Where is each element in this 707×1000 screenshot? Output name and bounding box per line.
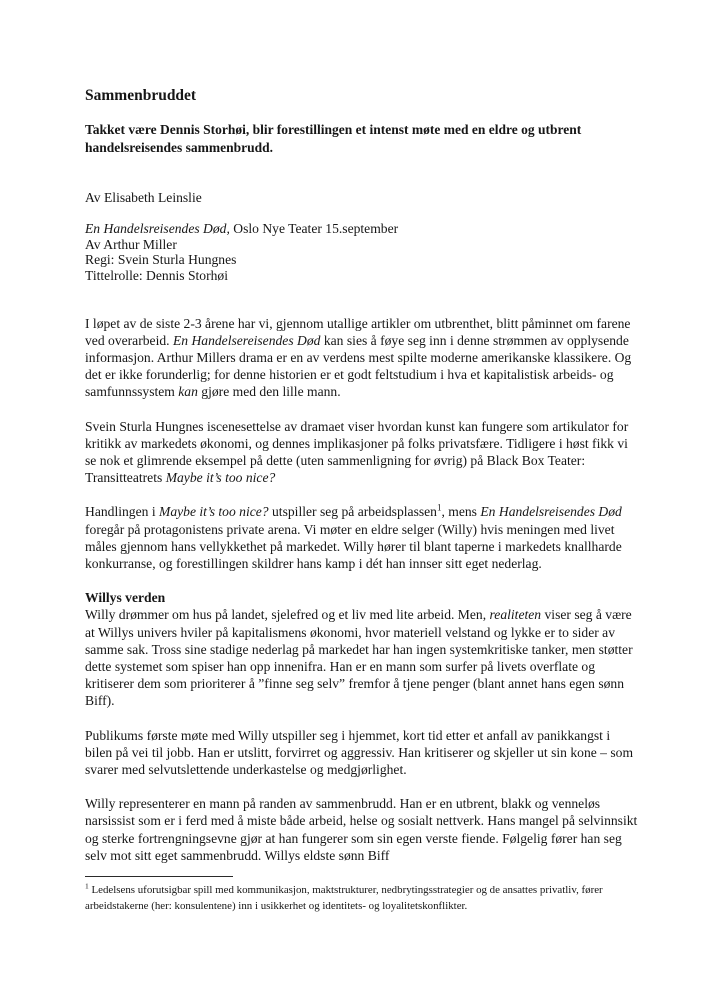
production-info [85, 221, 639, 283]
text-run: kan sies å føye seg inn i denne strømmen av opplysende informasjon. Arthur Millers drama er en av verdens mest spilte moderne amerikanske klassikere. Og det er ikke forunderlig; for denne historien er et godt feltstudium i hva et kapitalistisk arbeids- og samfunnssystem [85, 332, 632, 400]
text-run: Svein Sturla Hungnes iscenesettelse av dramaet viser hvordan kunst kan fungere som artikulator for kritikk av markedets økonomi, og dennes implikasjoner på folks privatsfære. Tidligere i høst fikk vi se nok et glimrende eksempel på dette (uten sammenligning for øvrig) på Black Box Teater: Transitteatrets [85, 418, 629, 486]
production-info-line [85, 237, 639, 253]
text-run: viser seg å være at Willys univers hviler på kapitalismens økonomi, hvor materiell velstand og lykke er to sider av samme sak. Tross sine stadige nederlag på markedet har han ingen systemkritiske tanker, men støtter dette systemet som spiser han opp innenifra. Han er en mann som surfer på livets overflate og kritiserer dem som prioriterer å ”finne seg selv” fremfor å tjene penger (blant annet hans egen sønn Biff). [85, 607, 633, 709]
text-run: , mens [441, 504, 481, 520]
text-run: Maybe it’s too nice? [159, 504, 269, 520]
lede-paragraph: Takket være Dennis Storhøi, blir forestillingen et intenst møte med en eldre og utbrent handelsreisendes sammenbrudd. [85, 122, 582, 155]
text-run: Willy representerer en mann på randen av sammenbrudd. Han er en utbrent, blakk og venneløs narsissist som er i ferd med å miste både arbeid, helse og sosialt nettverk. Hans mangel på selvinnsikt og sterke fortrengningsevne gjør at han fungerer som sin egen verste fiende. Følgelig fører han seg selv mot sitt eget sammenbrudd. Willys eldste sønn Biff [85, 796, 638, 863]
production-info-line [85, 268, 639, 284]
text-run: En Handelsereisendes Død [172, 332, 321, 348]
text-run: foregår på protagonistens private arena. Vi møter en eldre selger (Willy) hvis meningen med livet måles gjennom hans vellykkethet på markedet. Willy hører til blant taperne i markedets knallharde konkurranse, og forestillingen skildrer hans kamp i dét han innser sitt eget nederlag. [85, 521, 622, 572]
footnote-reference: 1 [85, 881, 89, 891]
body-paragraph [85, 727, 639, 779]
footnote-area [85, 876, 639, 914]
text-run: Willys verden [85, 590, 166, 606]
body-paragraph [85, 315, 639, 401]
text-run: Av Arthur Miller [85, 236, 177, 252]
text-run: Tittelrolle: Dennis Storhøi [85, 267, 228, 283]
byline: Av Elisabeth Leinslie [85, 190, 202, 205]
text-run: kan [178, 384, 198, 400]
text-run: En Handelsreisendes Død [480, 504, 622, 520]
body-paragraph [85, 795, 639, 864]
body-paragraph [85, 503, 639, 572]
footnote-separator [85, 876, 233, 877]
text-run: Regi: Svein Sturla Hungnes [85, 252, 237, 268]
article-body [85, 315, 639, 864]
text-run: gjøre med den lille mann. [197, 384, 341, 400]
document-title: Sammenbruddet [85, 87, 197, 104]
text-run: utspiller seg på arbeidsplassen [268, 504, 437, 520]
text-run: En Handelsreisendes Død, [85, 221, 230, 237]
footnote-reference: 1 [436, 502, 442, 513]
text-run: Oslo Nye Teater 15.september [229, 221, 399, 237]
text-run: Willy drømmer om hus på landet, sjelefred og et liv med lite arbeid. Men, [85, 607, 490, 623]
production-info-line [85, 221, 639, 237]
footnote-text [85, 883, 639, 914]
text-run: Maybe it’s too nice? [165, 470, 276, 486]
production-info-line [85, 252, 639, 268]
body-paragraph [85, 606, 639, 709]
section-heading [85, 589, 639, 606]
text-run: Ledelsens uforutsigbar spill med kommunikasjon, maktstrukturer, nedbrytingsstrategier og de ansattes privatliv, fører arbeidstakerne (her: konsulentene) inn i usikkerhet og identitets- og loyalitetskonflikter. [85, 884, 603, 912]
text-run: Publikums første møte med Willy utspiller seg i hjemmet, kort tid etter et anfall av panikkangst i bilen på vei til jobb. Han er utslitt, forvirret og aggressiv. Han kritiserer og skjeller ut sin kone – som svarer med selvutslettende underkastelse og medgjørlighet. [85, 727, 634, 778]
text-run: Handlingen i [85, 504, 159, 520]
body-paragraph [85, 418, 639, 487]
text-run: I løpet av de siste 2-3 årene har vi, gjennom utallige artikler om utbrenthet, blitt påminnet om farene ved overarbeid. [85, 315, 631, 348]
text-run: realiteten [489, 607, 542, 623]
